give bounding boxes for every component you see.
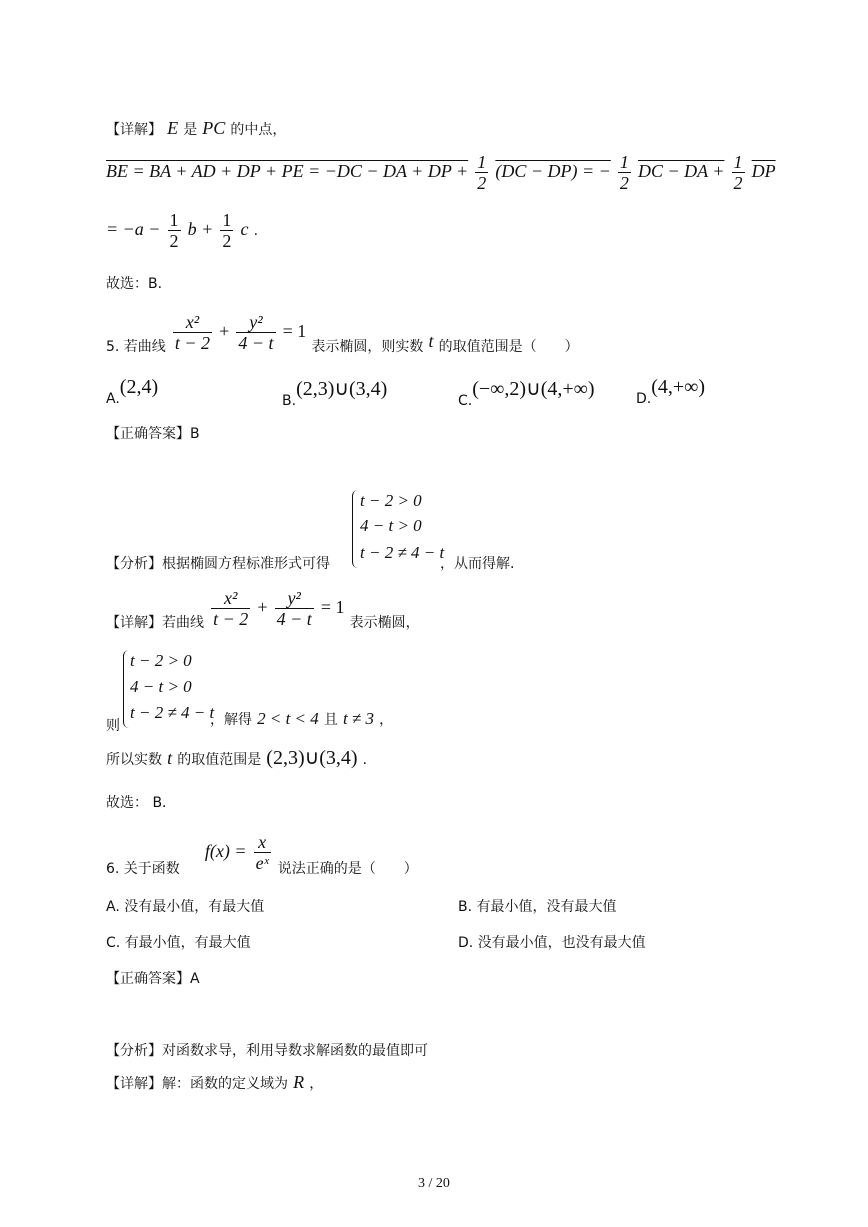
q5-t-var: t [428,331,434,351]
q5-then: 则 [106,718,120,734]
q5-detail-line: 【详解】若曲线 $\frac{\text{x²}}{t - 2}$ + $\frac{\text{y²}}{4 - t}$ = 1 表示椭圆， [106,588,420,631]
q4-midpoint-text: 的中点， [230,122,287,138]
q6-analysis: 【分析】对函数求导，利用导数求解函数的最值即可 [106,1043,428,1059]
q6-detail-end: ， [309,1076,324,1092]
q6-number: 6. 关于函数 [106,861,180,877]
q6-stem-tail: 说法正确的是（ ） [277,861,418,877]
q5-and-text: 且 [323,712,338,728]
q6-option-a: A. 没有最小值，有最大值 [106,899,265,915]
q6-frac: $\frac{x}{\text{eˣ}}$ [255,832,269,873]
q6-stem [106,832,418,878]
q5-so-line [106,745,367,770]
q5-eq-one: = 1 [282,321,307,341]
q6-option-d: D. 没有最小值，也没有最大值 [458,935,646,951]
page-number: 3 / 20 [418,1176,450,1191]
q4-half-fraction-3: $\frac{1}{2}$ [733,152,743,193]
q5-detail-sys-row-3: t − 2 ≠ 4 − t [130,703,215,722]
q6-detail-text: 【详解】解：函数的定义域为 [106,1076,288,1092]
q5-analysis-sys-row-3: t − 2 ≠ 4 − t [360,543,445,562]
q4-half-fraction-2: $\frac{1}{2}$ [619,152,629,193]
q5-detail-tail: 表示椭圆， [349,615,420,631]
q4-eq-paren: (DC − DP) = − [495,161,611,181]
q4-eq-tail-a: DC − DA + [637,161,725,181]
q5-answer: 【正确答案】B [106,426,200,442]
q4-is-word: 是 [183,122,198,138]
q5-option-c: C.(−∞,2)∪(4,+∞) [458,378,595,409]
q5-number: 5. 若曲线 [106,339,166,355]
q5-analysis-text: 【分析】根据椭圆方程标准形式可得 [106,556,330,572]
q6-domain-var: R [293,1072,305,1092]
q4-result-head: = −a − [106,219,161,239]
q5-so-t: t [167,748,173,768]
q5-stem-tail: 表示椭圆，则实数 [311,339,424,355]
q5-option-d: D.(4,+∞) [636,376,706,407]
q5-detail-frac-1: $\frac{\text{x²}}{t - 2}$ [213,588,249,629]
q5-so-value: (2,3)∪(3,4) [266,747,358,769]
q5-option-a: A.(2,4) [106,376,159,407]
q5-detail-frac-2: $\frac{\text{y²}}{4 - t}$ [276,588,312,629]
q4-e-var: E [167,118,179,138]
q5-so-text: 所以实数 [106,752,162,768]
q4-half-fraction-1: $\frac{1}{2}$ [477,152,487,193]
q4-result-end: . [253,223,259,239]
q4-eq-part-1: BE = BA + AD + DP + PE = −DC − DA + DP + [106,161,469,181]
q4-result-line [106,210,258,251]
q5-comma: ， [379,712,394,728]
q5-frac-2: $\frac{\text{y²}}{4 - t}$ [238,312,274,353]
q6-func: f(x) = [204,841,247,861]
q5-analysis-end: ，从而得解. [440,556,515,572]
q5-so-period: . [362,752,368,768]
q5-stem: 5. 若曲线 $\frac{\text{x²}}{t - 2}$ + $\frac{\text{y²}}{4 - t}$ = 1 表示椭圆，则实数 t 的取值范围是（ ） [106,312,579,355]
q5-range-ineq: 2 < t < 4 [257,709,319,728]
q4-detail-tag: 【详解】 [106,122,162,138]
q5-solve-line [210,709,393,729]
q4-select: 故选：B. [106,276,163,292]
q4-pc-var: PC [202,118,226,138]
q6-answer: 【正确答案】A [106,971,200,987]
q5-detail-sys-row-1: t − 2 > 0 [130,651,192,670]
q5-analysis-sys-row-2: 4 − t > 0 [360,516,422,535]
q5-select: 故选： B． [106,795,177,811]
q5-detail-sys-row-2: 4 − t > 0 [130,677,192,696]
q4-result-b: b + [187,219,214,239]
q4-eq-tail-b: $\overline{DP}$ [751,161,776,181]
q4-result-half-2: $\frac{1}{2}$ [222,210,232,251]
q6-detail-line [106,1072,323,1093]
q5-option-b: B.(2,3)∪(3,4) [282,378,388,409]
q5-analysis-sys-row-1: t − 2 > 0 [360,491,422,510]
q5-detail-eq-one: = 1 [320,597,345,617]
q5-so-tail: 的取值范围是 [177,752,262,768]
q4-vector-equation [106,152,776,193]
q6-option-b: B. 有最小值，没有最大值 [458,899,617,915]
q4-result-c: c [240,219,249,239]
q4-result-half-1: $\frac{1}{2}$ [169,210,179,251]
q5-neq-text: t ≠ 3 [342,709,375,728]
q6-option-c: C. 有最小值，有最大值 [106,935,251,951]
q5-solve-text: ，解得 [210,712,252,728]
q5-stem-end: 的取值范围是（ ） [438,339,579,355]
q5-frac-1: $\frac{\text{x²}}{t - 2}$ [174,312,211,353]
q5-detail-prefix: 【详解】若曲线 [106,615,204,631]
q4-detail-line [106,118,286,139]
